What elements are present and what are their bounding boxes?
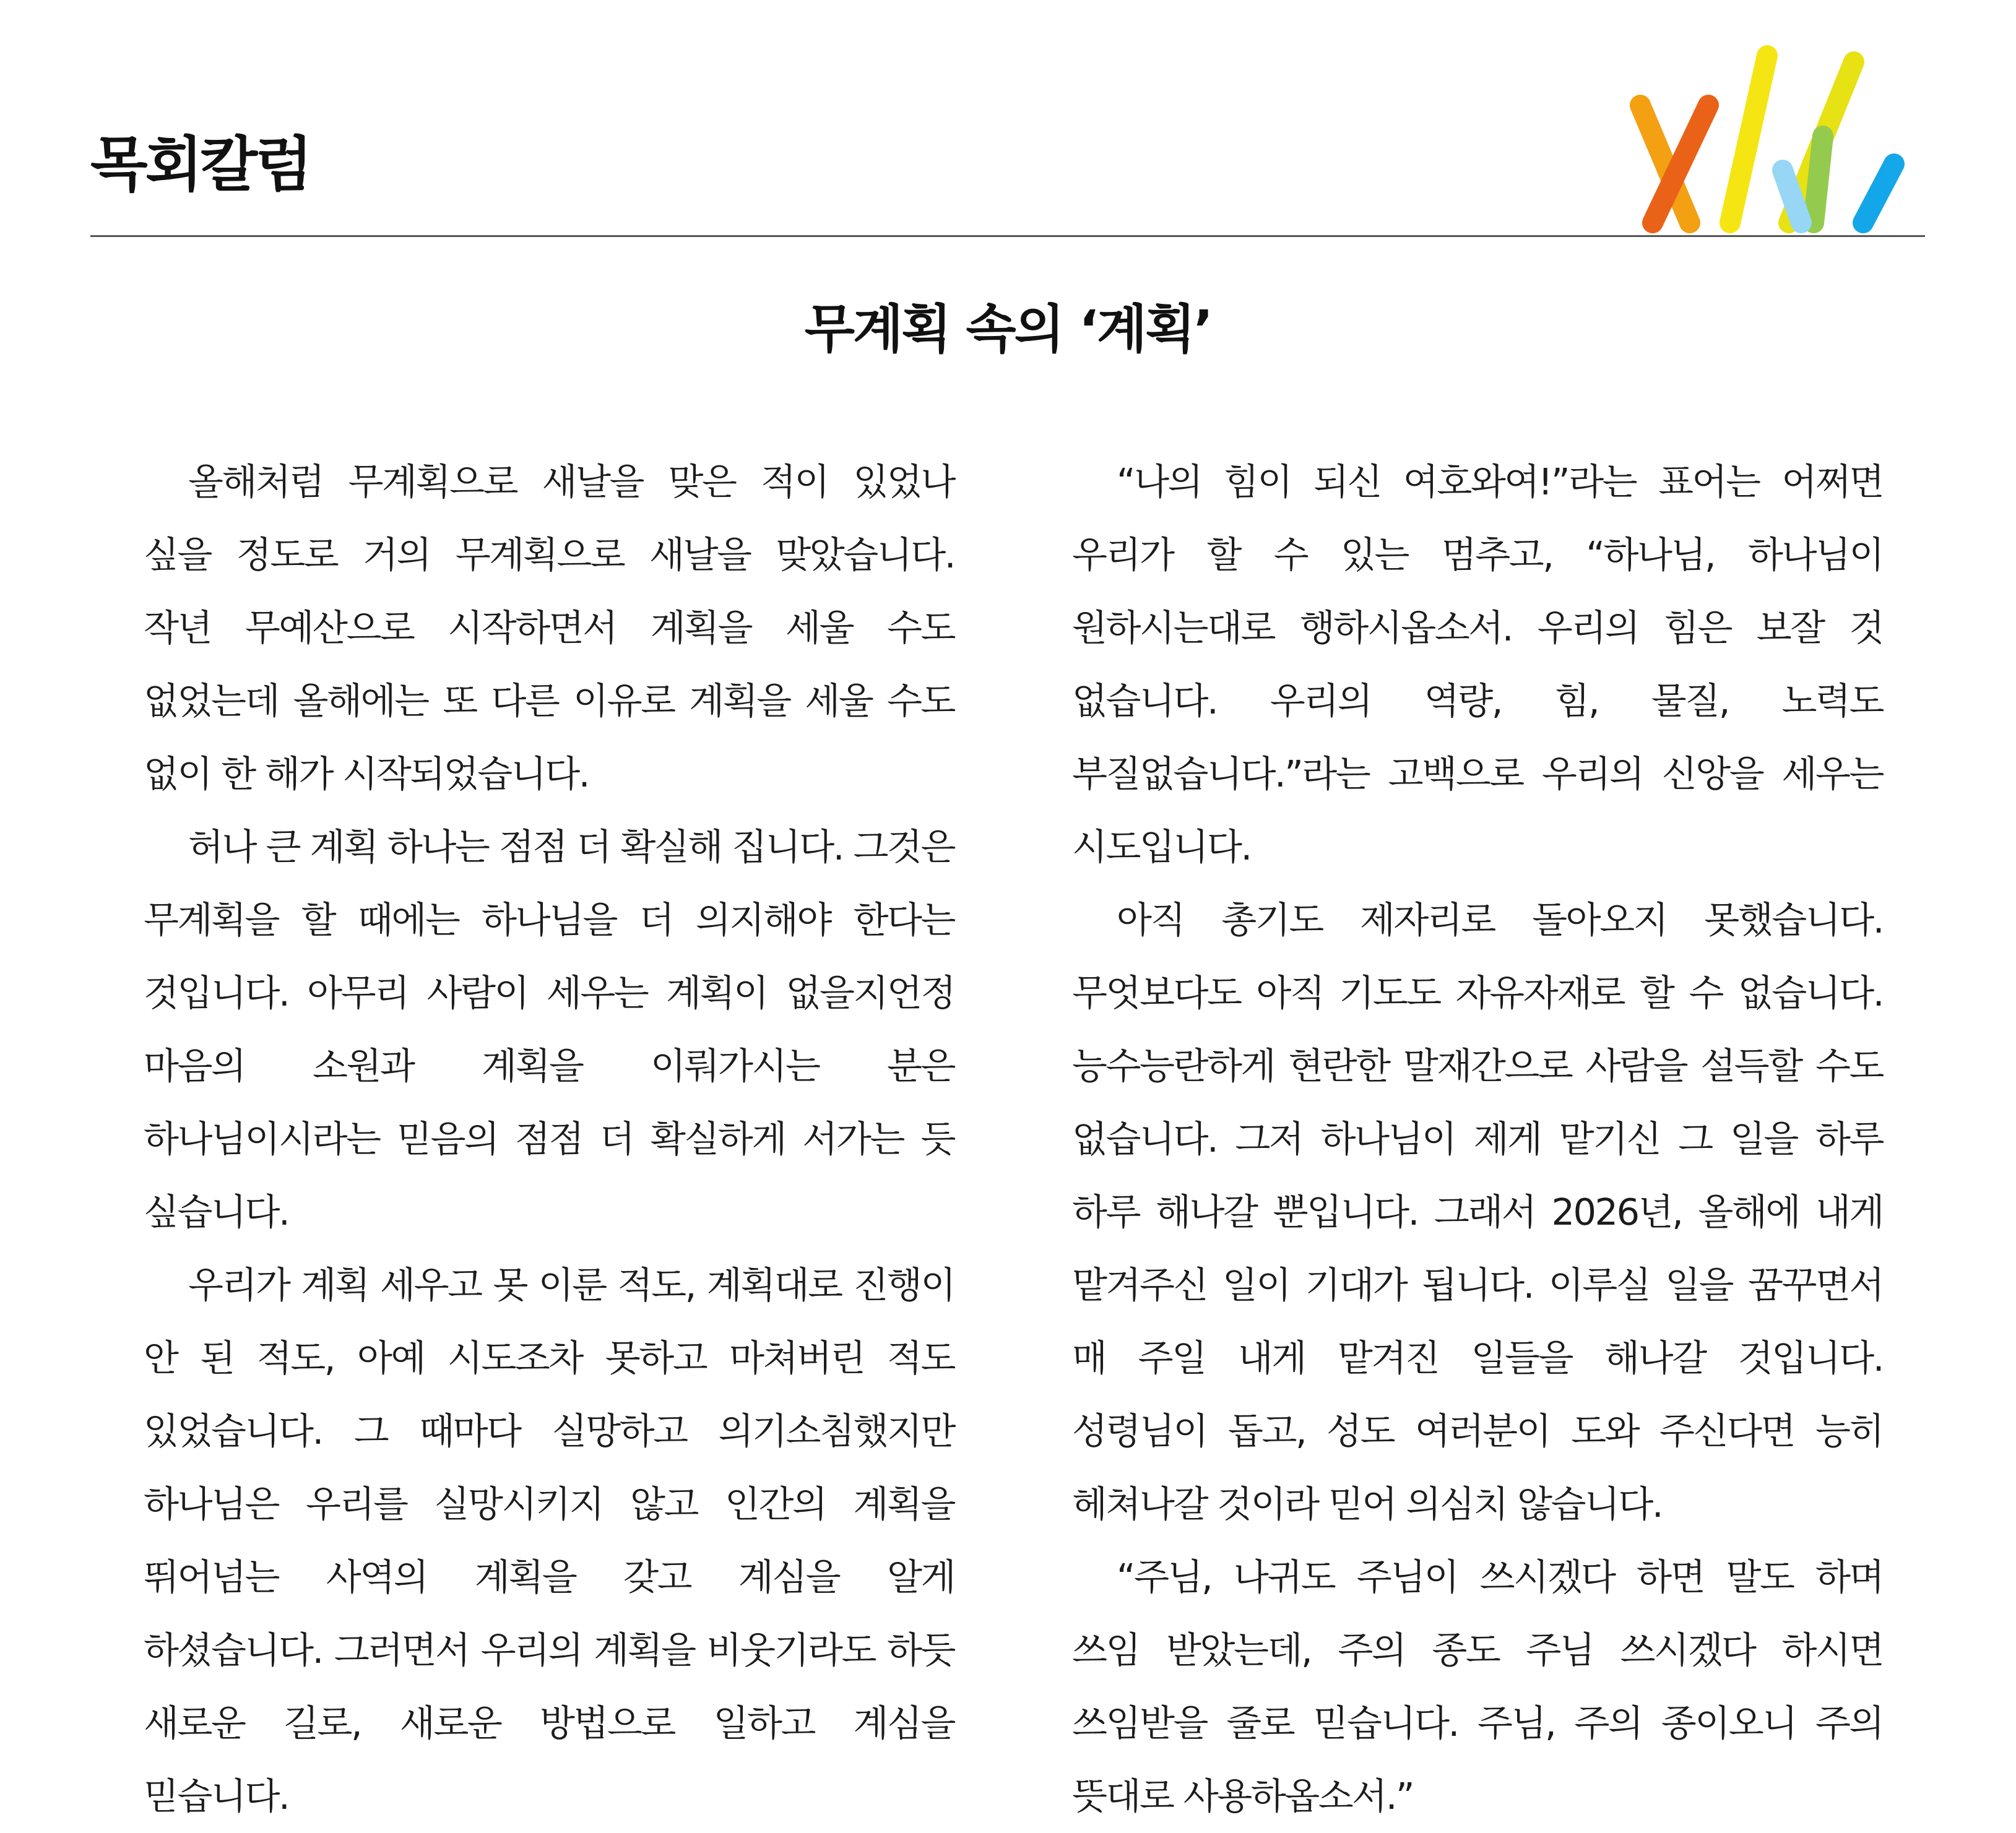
church-logo	[1603, 37, 1925, 235]
right-column	[1072, 446, 1883, 1833]
paragraph: 우리가 계획 세우고 못 이룬 적도, 계획대로 진행이 안 된 적도, 아예 시도조차 못하고 마쳐버린 적도 있었습니다. 그 때마다 실망하고 의기소침했지만 하나님은 우리를 실망시키지 않고 인간의 계획을 뛰어넘는 사역의 계획을 갖고 계심을 알게 하셨습니다. 그러면서 우리의 계획을 비웃기라도 하듯 새로운 길로, 새로운 방법으로 일하고 계심을 믿습니다.	[144, 1264, 954, 1818]
paragraph: “주님, 나귀도 주님이 쓰시겠다 하면 말도 하며 쓰임 받았는데, 주의 종도 주님 쓰시겠다 하시면 쓰임받을 줄로 믿습니다. 주님, 주의 종이오니 주의 뜻대로 사용하옵소서.”	[1072, 1556, 1883, 1818]
article-title: 무계획 속의 ‘계획’	[804, 299, 1212, 360]
paragraph: 아직 총기도 제자리로 돌아오지 못했습니다. 무엇보다도 아직 기도도 자유자재로 할 수 없습니다. 능수능란하게 현란한 말재간으로 사람을 설득할 수도 없습니다. 그저 하나님이 제게 맡기신 그 일을 하루 하루 해나갈 뿐입니다. 그래서 2026년, 올해에 내게 맡겨주신 일이 기대가 됩니다. 이루실 일을 꿈꾸면서 매 주일 내게 맡겨진 일들을 해나갈 것입니다. 성령님이 돕고, 성도 여러분이 도와 주신다면 능히 헤쳐나갈 것이라 믿어 의심치 않습니다.	[1072, 899, 1883, 1525]
paragraph: 올해처럼 무계획으로 새날을 맞은 적이 있었나 싶을 정도로 거의 무계획으로 새날을 맞았습니다. 작년 무예산으로 시작하면서 계획을 세울 수도 없었는데 올해에는 또 다른 이유로 계획을 세울 수도 없이 한 해가 시작되었습니다.	[144, 460, 954, 795]
section-label: 목회칼럼	[90, 130, 310, 199]
paragraph: 허나 큰 계획 하나는 점점 더 확실해 집니다. 그것은 무계획을 할 때에는 하나님을 더 의지해야 한다는 것입니다. 아무리 사람이 세우는 계획이 없을지언정 마음의 소원과 계획을 이뤄가시는 분은 하나님이시라는 믿음의 점점 더 확실하게 서가는 듯 싶습니다.	[144, 826, 954, 1233]
paragraph: “나의 힘이 되신 여호와여!”라는 표어는 어쩌면 우리가 할 수 있는 멈추고, “하나님, 하나님이 원하시는대로 행하시옵소서. 우리의 힘은 보잘 것 없습니다. 우리의 역량, 힘, 물질, 노력도 부질없습니다.”라는 고백으로 우리의 신앙을 세우는 시도입니다.	[1072, 460, 1883, 868]
header-divider	[90, 235, 1925, 237]
left-column	[144, 446, 954, 1833]
